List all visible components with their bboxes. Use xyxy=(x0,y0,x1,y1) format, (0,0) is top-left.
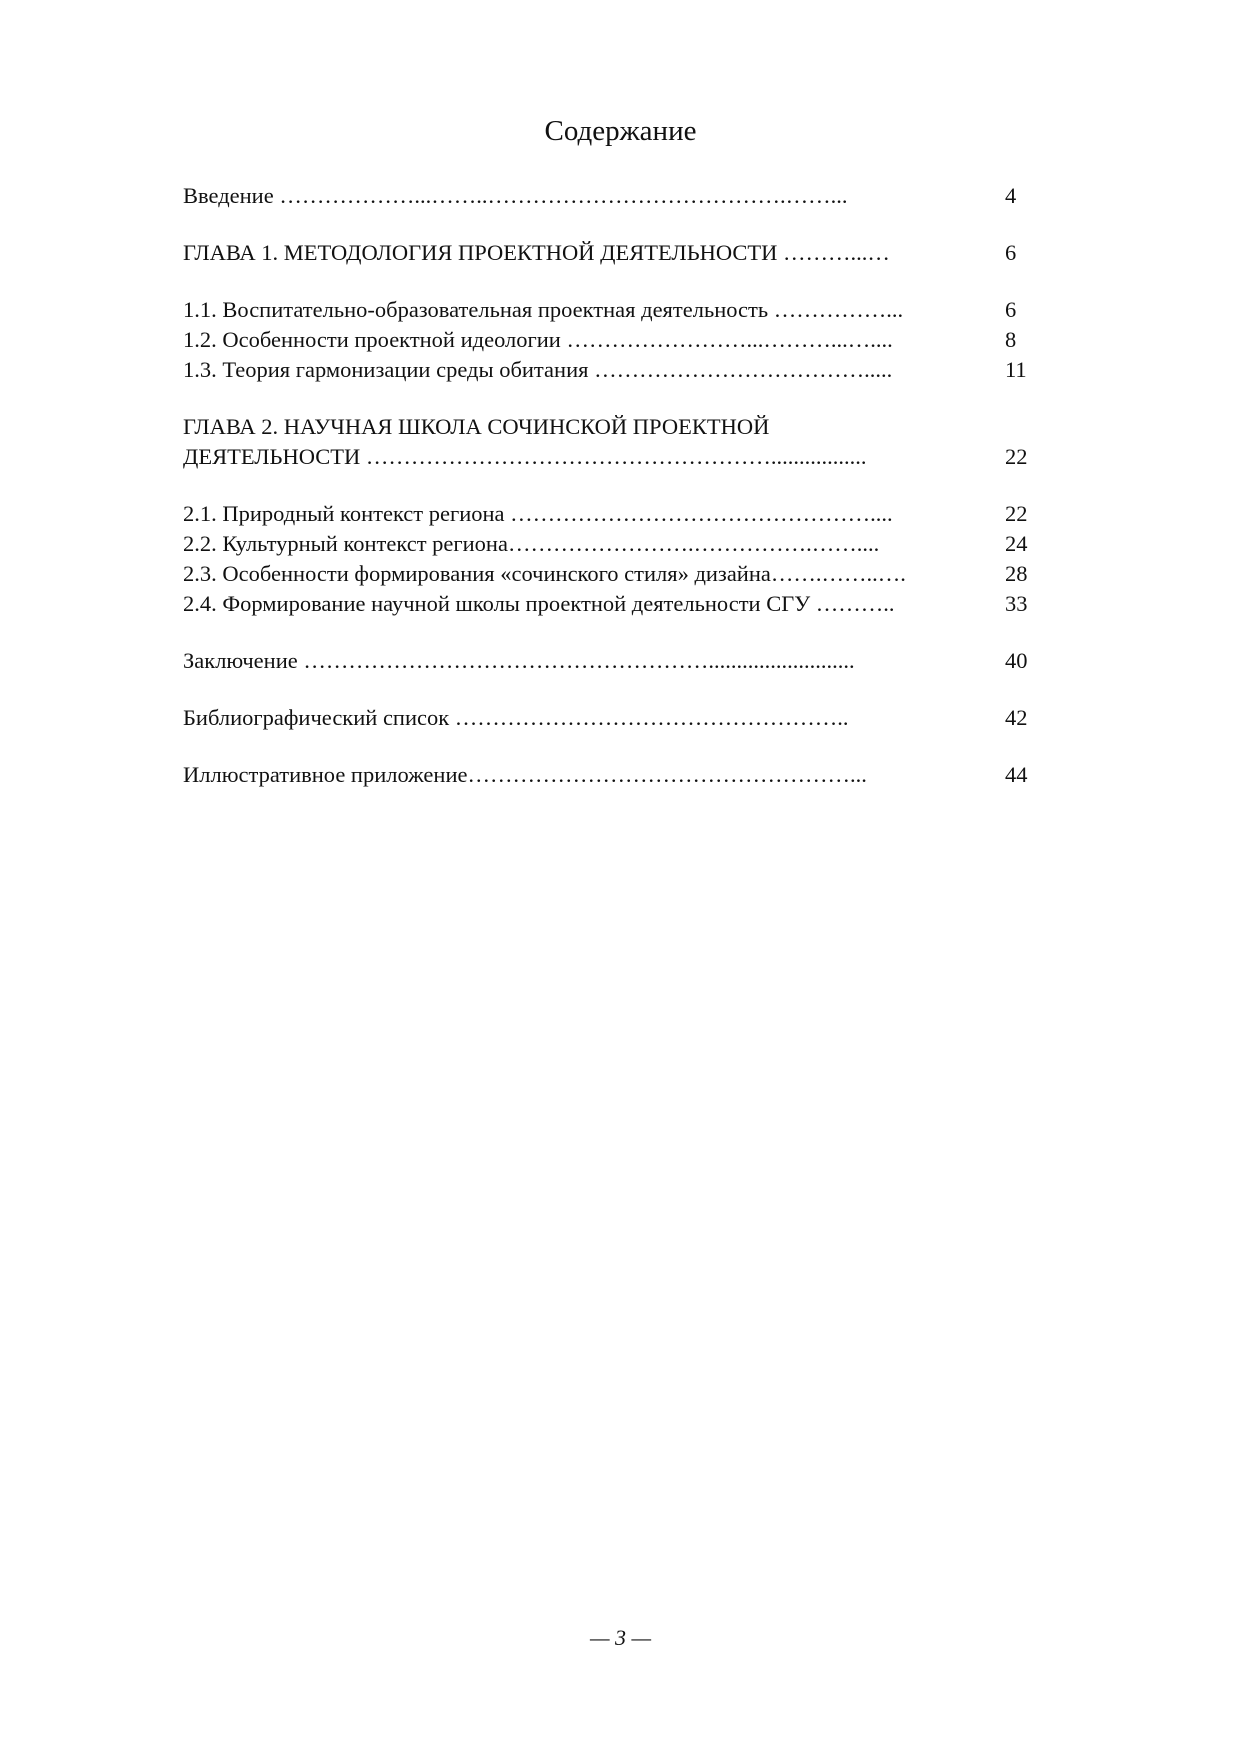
toc-entry-text: 2.1. Природный контекст региона ………………………………………….... xyxy=(183,501,893,526)
spacer xyxy=(183,733,1033,760)
toc-entry-introduction xyxy=(183,181,1033,211)
toc-entry-text: Иллюстративное приложение……………………………………………... xyxy=(183,762,867,787)
spacer xyxy=(183,211,1033,238)
spacer xyxy=(183,676,1033,703)
toc-entry-page: 22 xyxy=(1005,501,1028,526)
toc-entry-page: 6 xyxy=(1005,297,1017,322)
toc-entry-page: 44 xyxy=(1005,762,1028,787)
toc-entry-page: 4 xyxy=(1005,183,1017,208)
toc-entry-text: 2.3. Особенности формирования «сочинского стиля» дизайна…….……..…. xyxy=(183,561,906,586)
table-of-contents xyxy=(183,181,1033,790)
toc-entry-text: 1.3. Теория гармонизации среды обитания ………………………………..... xyxy=(183,357,893,382)
toc-entry-page: 24 xyxy=(1005,531,1028,556)
page-title: Содержание xyxy=(544,115,697,147)
toc-entry-page: 40 xyxy=(1005,648,1028,673)
toc-entry-page: 22 xyxy=(1005,444,1028,469)
toc-entry-chapter-2-line-2 xyxy=(183,442,1033,472)
toc-entry-text: Библиографический список …………………………………………….. xyxy=(183,705,849,730)
spacer xyxy=(183,472,1033,499)
toc-entry-text: ДЕЯТЕЛЬНОСТИ ………………………………………………................. xyxy=(183,444,867,469)
toc-entry-conclusion xyxy=(183,646,1033,676)
spacer xyxy=(183,619,1033,646)
toc-entry-page: 33 xyxy=(1005,591,1028,616)
toc-entry-page: 11 xyxy=(1005,357,1027,382)
toc-entry-text: 2.2. Культурный контекст региона…………………….…………….…….... xyxy=(183,531,880,556)
spacer xyxy=(183,268,1033,295)
toc-entry-1-1 xyxy=(183,295,1033,325)
toc-entry-2-2 xyxy=(183,529,1033,559)
toc-entry-1-3 xyxy=(183,355,1033,385)
spacer xyxy=(183,385,1033,412)
toc-entry-1-2 xyxy=(183,325,1033,355)
toc-entry-bibliography xyxy=(183,703,1033,733)
toc-entry-text: 2.4. Формирование научной школы проектной деятельности СГУ ……….. xyxy=(183,591,895,616)
toc-entry-text: ГЛАВА 2. НАУЧНАЯ ШКОЛА СОЧИНСКОЙ ПРОЕКТНОЙ xyxy=(183,414,770,439)
toc-entry-text: 1.2. Особенности проектной идеологии ……………………...………...….... xyxy=(183,327,893,352)
toc-entry-page: 42 xyxy=(1005,705,1028,730)
toc-entry-appendix xyxy=(183,760,1033,790)
toc-entry-chapter-1 xyxy=(183,238,1033,268)
toc-entry-2-4 xyxy=(183,589,1033,619)
toc-entry-text: 1.1. Воспитательно-образовательная проектная деятельность ……………... xyxy=(183,297,904,322)
page-number: — 3 — xyxy=(589,1625,652,1650)
toc-entry-page: 28 xyxy=(1005,561,1028,586)
toc-entry-2-3 xyxy=(183,559,1033,589)
toc-entry-page: 6 xyxy=(1005,240,1017,265)
toc-entry-text: ГЛАВА 1. МЕТОДОЛОГИЯ ПРОЕКТНОЙ ДЕЯТЕЛЬНОСТИ ………...… xyxy=(183,240,890,265)
toc-entry-2-1 xyxy=(183,499,1033,529)
toc-entry-text: Введение ………………...……..………………………………….……... xyxy=(183,183,848,208)
toc-entry-chapter-2-line-1 xyxy=(183,412,1033,442)
toc-entry-text: Заключение ……………………………………………….......................... xyxy=(183,648,855,673)
toc-entry-page: 8 xyxy=(1005,327,1017,352)
